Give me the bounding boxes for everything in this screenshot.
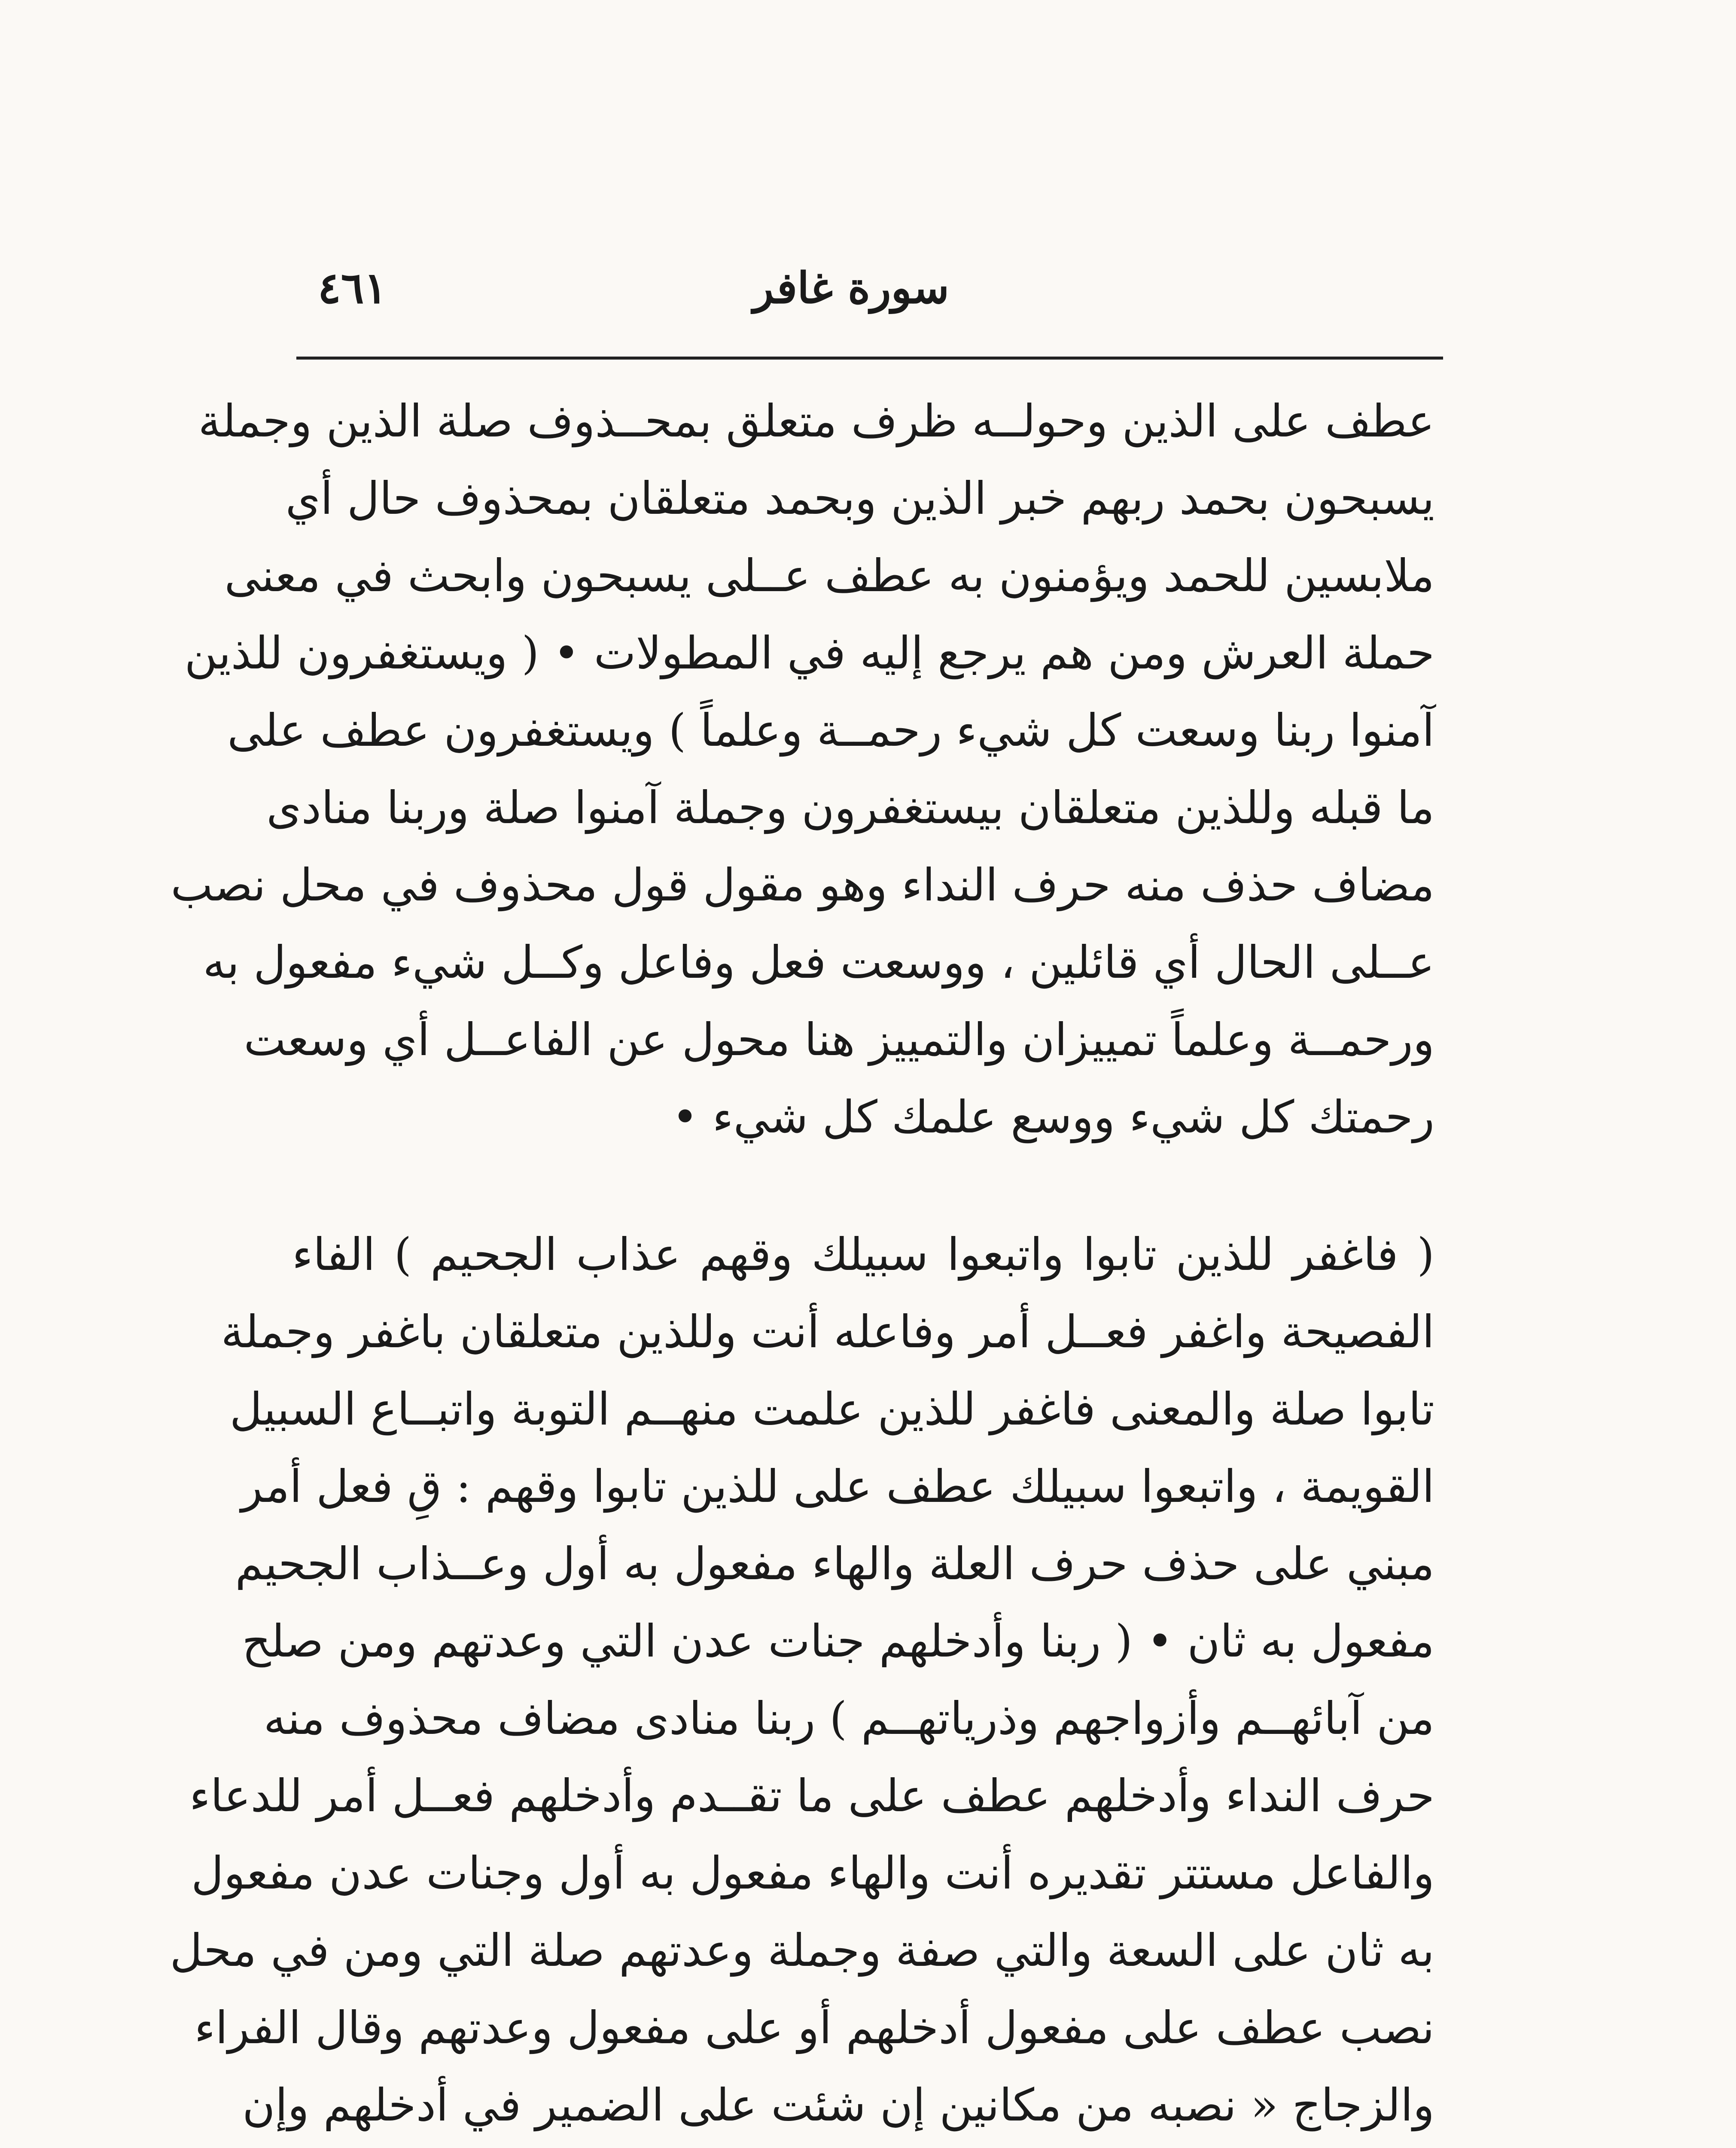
header-rule (296, 357, 1443, 360)
paragraph-2 (170, 1216, 1434, 2148)
surah-title: سورة غافر (753, 262, 949, 313)
text-line: مبني على حذف حرف العلة والهاء مفعول به أول وعــذاب الجحيم (235, 1538, 1434, 1590)
text-line: والزجاج « نصبه من مكانين إن شئت على الضمير في أدخلهم وإن (242, 2079, 1434, 2131)
text-line: الفصيحة واغفر فعــل أمر وفاعله أنت وللذين متعلقان باغفر وجملة (221, 1306, 1434, 1358)
body-text (170, 382, 1434, 2148)
text-line: والفاعل مستتر تقديره أنت والهاء مفعول به أول وجنات عدن مفعول (191, 1847, 1434, 1899)
text-line: من آبائهــم وأزواجهم وذرياتهــم ) ربنا منادى مضاف محذوف منه (263, 1692, 1434, 1745)
text-line (292, 2144, 1434, 2148)
paragraph-gap (292, 1156, 1434, 1216)
text-line: ملابسين للحمد ويؤمنون به عطف عــلى يسبحون وابحث في معنى (224, 549, 1434, 602)
page-header (292, 258, 1443, 318)
text-line: القويمة ، واتبعوا سبيلك عطف على للذين تابوا وقهم : قِ فعل أمر (241, 1460, 1434, 1513)
text-line: تابوا صلة والمعنى فاغفر للذين علمت منهــم التوبة واتبــاع السبيل (229, 1383, 1434, 1435)
text-line: عطف على الذين وحولــه ظرف متعلق بمحــذوف صلة الذين وجملة (198, 395, 1434, 447)
text-line: مضاف حذف منه حرف النداء وهو مقول قول محذوف في محل نصب (171, 859, 1434, 911)
paragraph-1 (171, 382, 1434, 1156)
text-line: يسبحون بحمد ربهم خبر الذين وبحمد متعلقان بمحذوف حال أي (285, 472, 1434, 525)
text-line: ( فاغفر للذين تابوا واتبعوا سبيلك وقهم عذاب الجحيم ) الفاء (292, 1228, 1434, 1281)
text-line: مفعول به ثان • ( ربنا وأدخلهم جنات عدن التي وعدتهم ومن صلح (242, 1615, 1434, 1667)
page-number: ٤٦١ (318, 262, 387, 313)
text-line: آمنوا ربنا وسعت كل شيء رحمــة وعلماً ) ويستغفرون عطف على (227, 704, 1434, 757)
text-line: عــلى الحال أي قائلين ، ووسعت فعل وفاعل وكــل شيء مفعول به (203, 936, 1434, 989)
text-line: حرف النداء وأدخلهم عطف على ما تقــدم وأدخلهم فعــل أمر للدعاء (189, 1770, 1434, 1822)
text-line: ما قبله وللذين متعلقان بيستغفرون وجملة آمنوا صلة وربنا منادى (266, 781, 1434, 834)
text-line: نصب عطف على مفعول أدخلهم أو على مفعول وعدتهم وقال الفراء (194, 2002, 1434, 2054)
text-line: رحمتك كل شيء ووسع علمك كل شيء • (672, 1091, 1434, 1143)
text-line: حملة العرش ومن هم يرجع إليه في المطولات • ( ويستغفرون للذين (184, 627, 1434, 679)
text-line: به ثان على السعة والتي صفة وجملة وعدتهم صلة التي ومن في محل (170, 1924, 1434, 1977)
text-line: ورحمــة وعلماً تمييزان والتمييز هنا محول عن الفاعــل أي وسعت (244, 1013, 1434, 1066)
